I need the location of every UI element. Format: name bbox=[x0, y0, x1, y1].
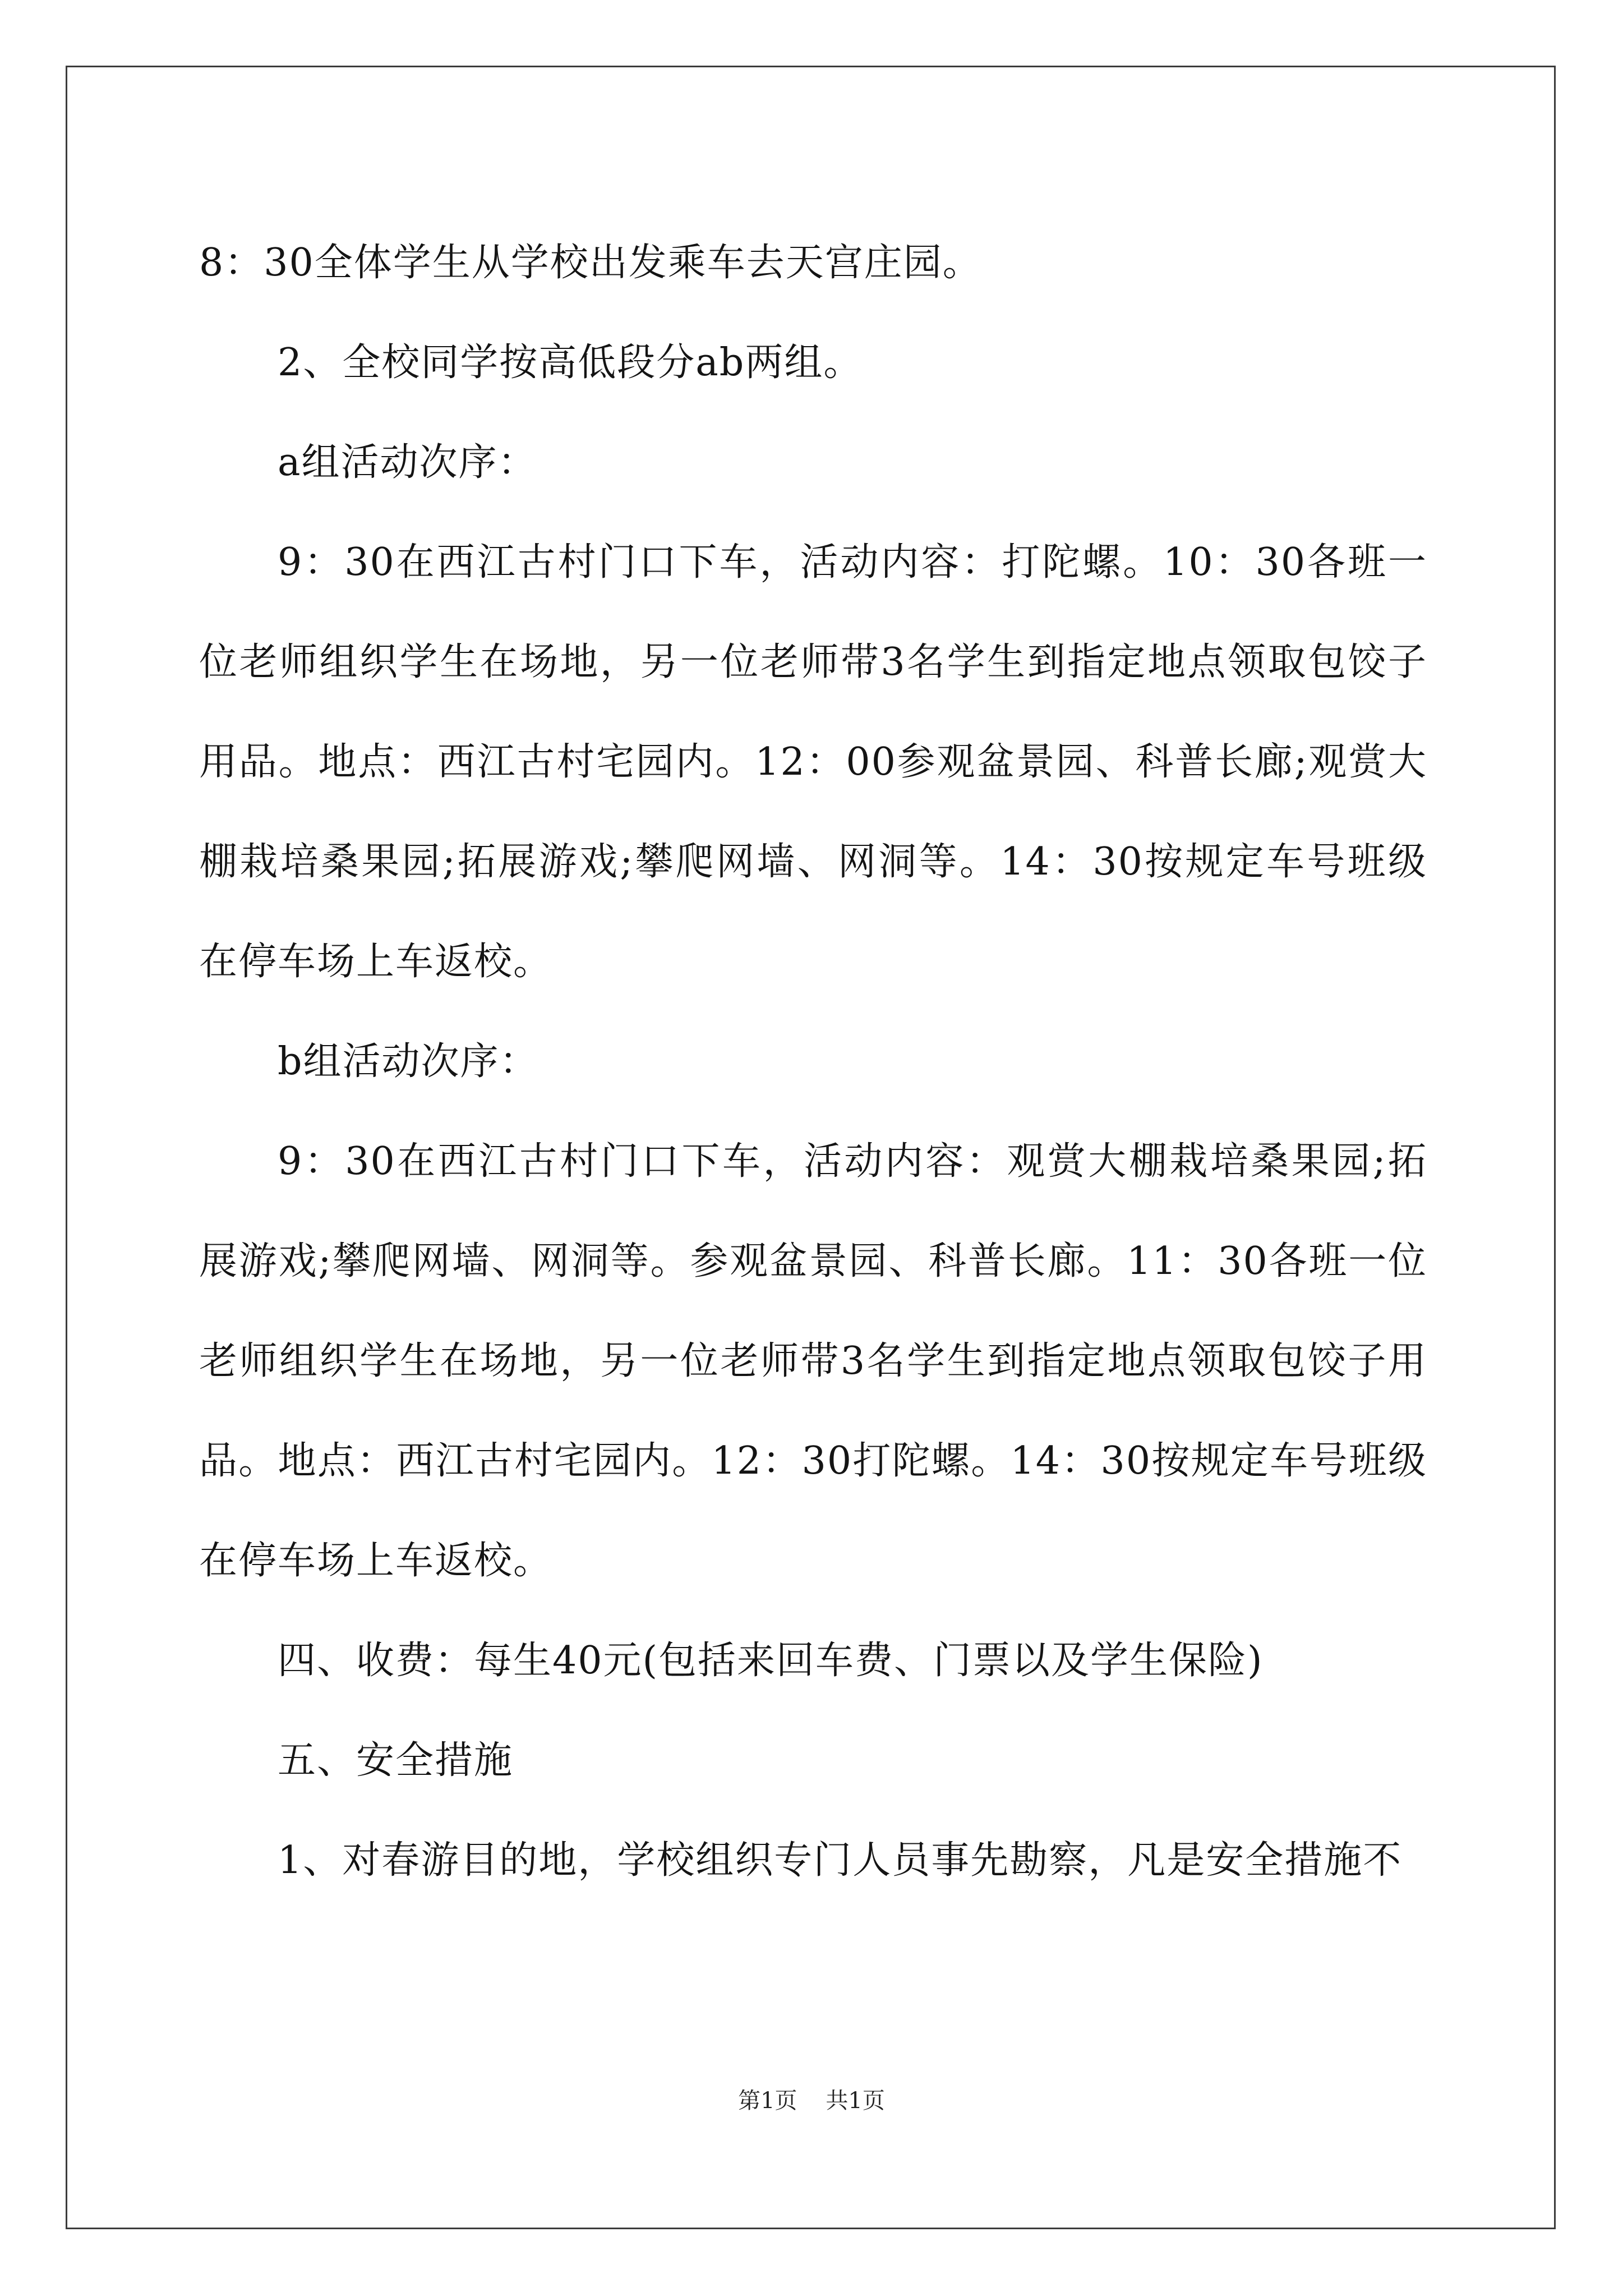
paragraph-departure: 8：30全体学生从学校出发乘车去天宫庄园。 bbox=[199, 241, 982, 285]
paragraph-group-b-schedule: 9：30在西江古村门口下车，活动内容：观赏大棚栽培桑果园;拓展游戏;攀爬网墙、网洞等。参观盆景园、科普长廊。11：30各班一位老师组织学生在场地，另一位老师带3名学生到指定地点领取包饺子用品。地点：西江古村宅园内。12：30打陀螺。14：30按规定车号班级在停车场上车返校。 bbox=[199, 1139, 1427, 1583]
paragraph-grouping: 2、全校同学按高低段分ab两组。 bbox=[278, 341, 863, 385]
heading-group-b: b组活动次序： bbox=[278, 1039, 539, 1084]
heading-safety-measures: 五、安全措施 bbox=[278, 1738, 514, 1783]
page-footer: 第1页 共1页 bbox=[738, 2088, 885, 2114]
paragraph-fees: 四、收费：每生40元(包括来回车费、门票以及学生保险) bbox=[278, 1639, 1264, 1683]
paragraph-group-a-schedule: 9：30在西江古村门口下车，活动内容：打陀螺。10：30各班一位老师组织学生在场地，另一位老师带3名学生到指定地点领取包饺子用品。地点：西江古村宅园内。12：00参观盆景园、科普长廊;观赏大棚栽培桑果园;拓展游戏;攀爬网墙、网洞等。14：30按规定车号班级在停车场上车返校。 bbox=[199, 540, 1427, 984]
document-body bbox=[199, 213, 1427, 1911]
paragraph-safety-1: 1、对春游目的地，学校组织专门人员事先勘察，凡是安全措施不 bbox=[278, 1838, 1403, 1883]
heading-group-a: a组活动次序： bbox=[278, 440, 537, 485]
